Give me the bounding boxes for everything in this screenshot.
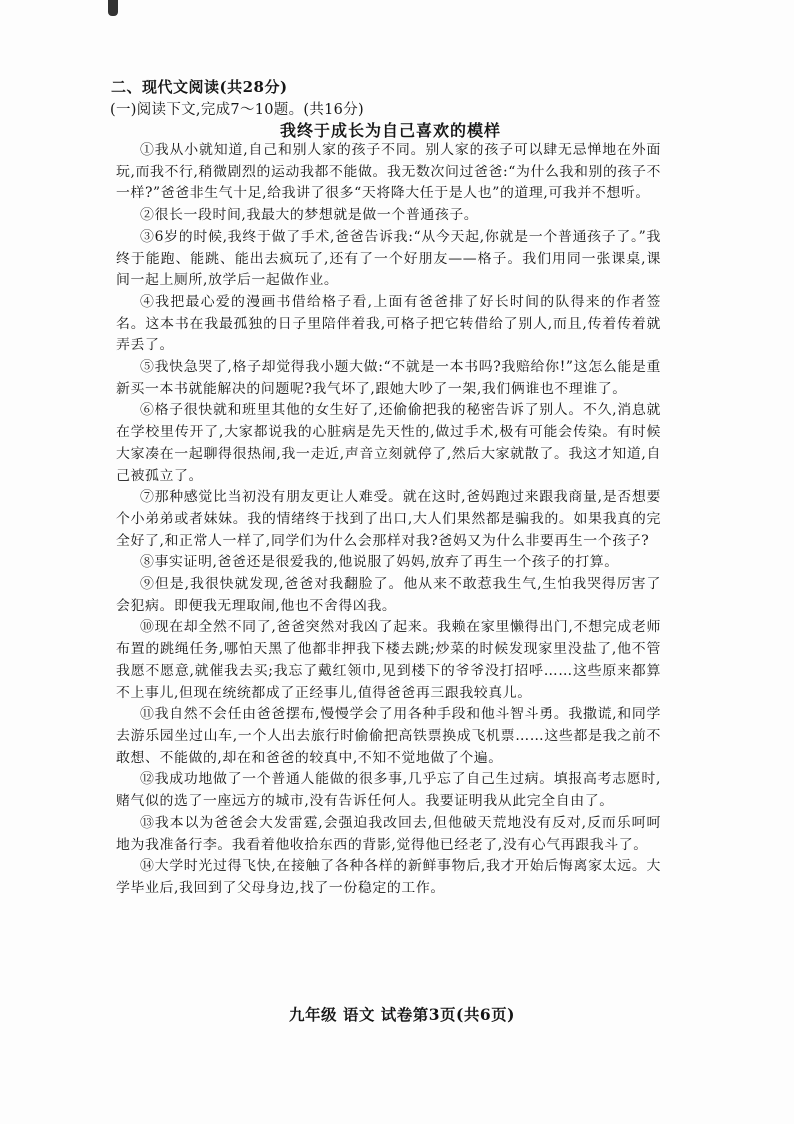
paragraph-2: ②很长一段时间,我最大的梦想就是做一个普通孩子。 bbox=[140, 207, 479, 224]
paragraph-11: ⑪我自然不会任由爸爸摆布,慢慢学会了用各种手段和他斗智斗勇。我撒谎,和同学去游乐园坐过山车,一个人出去旅行时偷偷把高铁票换成飞机票……这些都是我之前不敢想、不能做的,却在和爸爸的较真中,不知不觉地做了个遍。 bbox=[116, 706, 661, 766]
paragraph-9: ⑨但是,我很快就发现,爸爸对我翻脸了。他从来不敢惹我生气,生怕我哭得厉害了会犯病。即便我无理取闹,他也不舍得凶我。 bbox=[116, 576, 661, 614]
article-title: 我终于成长为自己喜欢的模样 bbox=[280, 121, 502, 140]
page-footer bbox=[0, 1003, 794, 1025]
paragraph-8: ⑧事实证明,爸爸还是很爱我的,他说服了妈妈,放弃了再生一个孩子的打算。 bbox=[140, 554, 619, 571]
article-body bbox=[116, 140, 661, 900]
section-title: 二、现代文阅读(共28分) bbox=[111, 78, 288, 96]
paragraph-12: ⑫我成功地做了一个普通人能做的很多事,几乎忘了自己生过病。填报高考志愿时,赌气似的选了一座远方的城市,没有告诉任何人。我要证明我从此完全自由了。 bbox=[116, 771, 661, 810]
paragraph-14: ⑭大学时光过得飞快,在接触了各种各样的新鲜事物后,我才开始后悔离家太远。大学毕业后,我回到了父母身边,找了一份稳定的工作。 bbox=[116, 858, 661, 896]
paragraph-10: ⑩现在却全然不同了,爸爸突然对我凶了起来。我赖在家里懒得出门,不想完成老师布置的跳绳任务,哪怕天黑了他都非押我下楼去跳;炒菜的时候发现家里没盐了,他不管我愿不愿意,就催我去买;我忘了戴红领巾,见到楼下的爷爷没打招呼……这些原来都算不上事儿,但现在统统都成了正经事儿,值得爸爸再三跟我较真儿。 bbox=[116, 619, 661, 701]
page-number-label: 九年级 语文 试卷第3页(共6页) bbox=[288, 1005, 516, 1024]
paragraph-4: ④我把最心爱的漫画书借给格子看,上面有爸爸排了好长时间的队得来的作者签名。这本书在我最孤独的日子里陪伴着我,可格子把它转借给了别人,而且,传着传着就弄丢了。 bbox=[116, 293, 661, 354]
paragraph-1: ①我从小就知道,自己和别人家的孩子不同。别人家的孩子可以肆无忌惮地在外面玩,而我不行,稍微剧烈的运动我都不能做。我无数次问过爸爸:“为什么我和别的孩子不一样?”爸爸非生气十足,给我讲了很多“天将降大任于是人也”的道理,可我并不想听。 bbox=[116, 142, 661, 202]
paragraph-6: ⑥格子很快就和班里其他的女生好了,还偷偷把我的秘密告诉了别人。不久,消息就在学校里传开了,大家都说我的心脏病是先天性的,做过手术,极有可能会传染。有时候大家凑在一起聊得很热闹,我一走近,声音立刻就停了,然后大家就散了。我这才知道,自己被孤立了。 bbox=[116, 402, 661, 484]
paragraph-7: ⑦那种感觉比当初没有朋友更让人难受。就在这时,爸妈跑过来跟我商量,是否想要个小弟弟或者妹妹。我的情绪终于找到了出口,大人们果然都是骗我的。如果我真的完全好了,和正常人一样了,同学们为什么会那样对我?爸妈又为什么非要再生一个孩子? bbox=[116, 489, 661, 549]
reading-instruction: (一)阅读下文,完成7～10题。(共16分) bbox=[110, 102, 364, 118]
binding-mark bbox=[108, 0, 118, 16]
paragraph-13: ⑬我本以为爸爸会大发雷霆,会强迫我改回去,但他破天荒地没有反对,反而乐呵呵地为我准备行李。我看着他收拾东西的背影,觉得他已经老了,没有心气再跟我斗了。 bbox=[116, 814, 661, 853]
paragraph-5: ⑤我快急哭了,格子却觉得我小题大做:“不就是一本书吗?我赔给你!”这怎么能是重新买一本书就能解决的问题呢?我气坏了,跟她大吵了一架,我们俩谁也不理谁了。 bbox=[116, 359, 661, 397]
paragraph-3: ③6岁的时候,我终于做了手术,爸爸告诉我:“从今天起,你就是一个普通孩子了。”我终于能跑、能跳、能出去疯玩了,还有了一个好朋友——格子。我们用同一张课桌,课间一起上厕所,放学后一起做作业。 bbox=[116, 228, 661, 289]
